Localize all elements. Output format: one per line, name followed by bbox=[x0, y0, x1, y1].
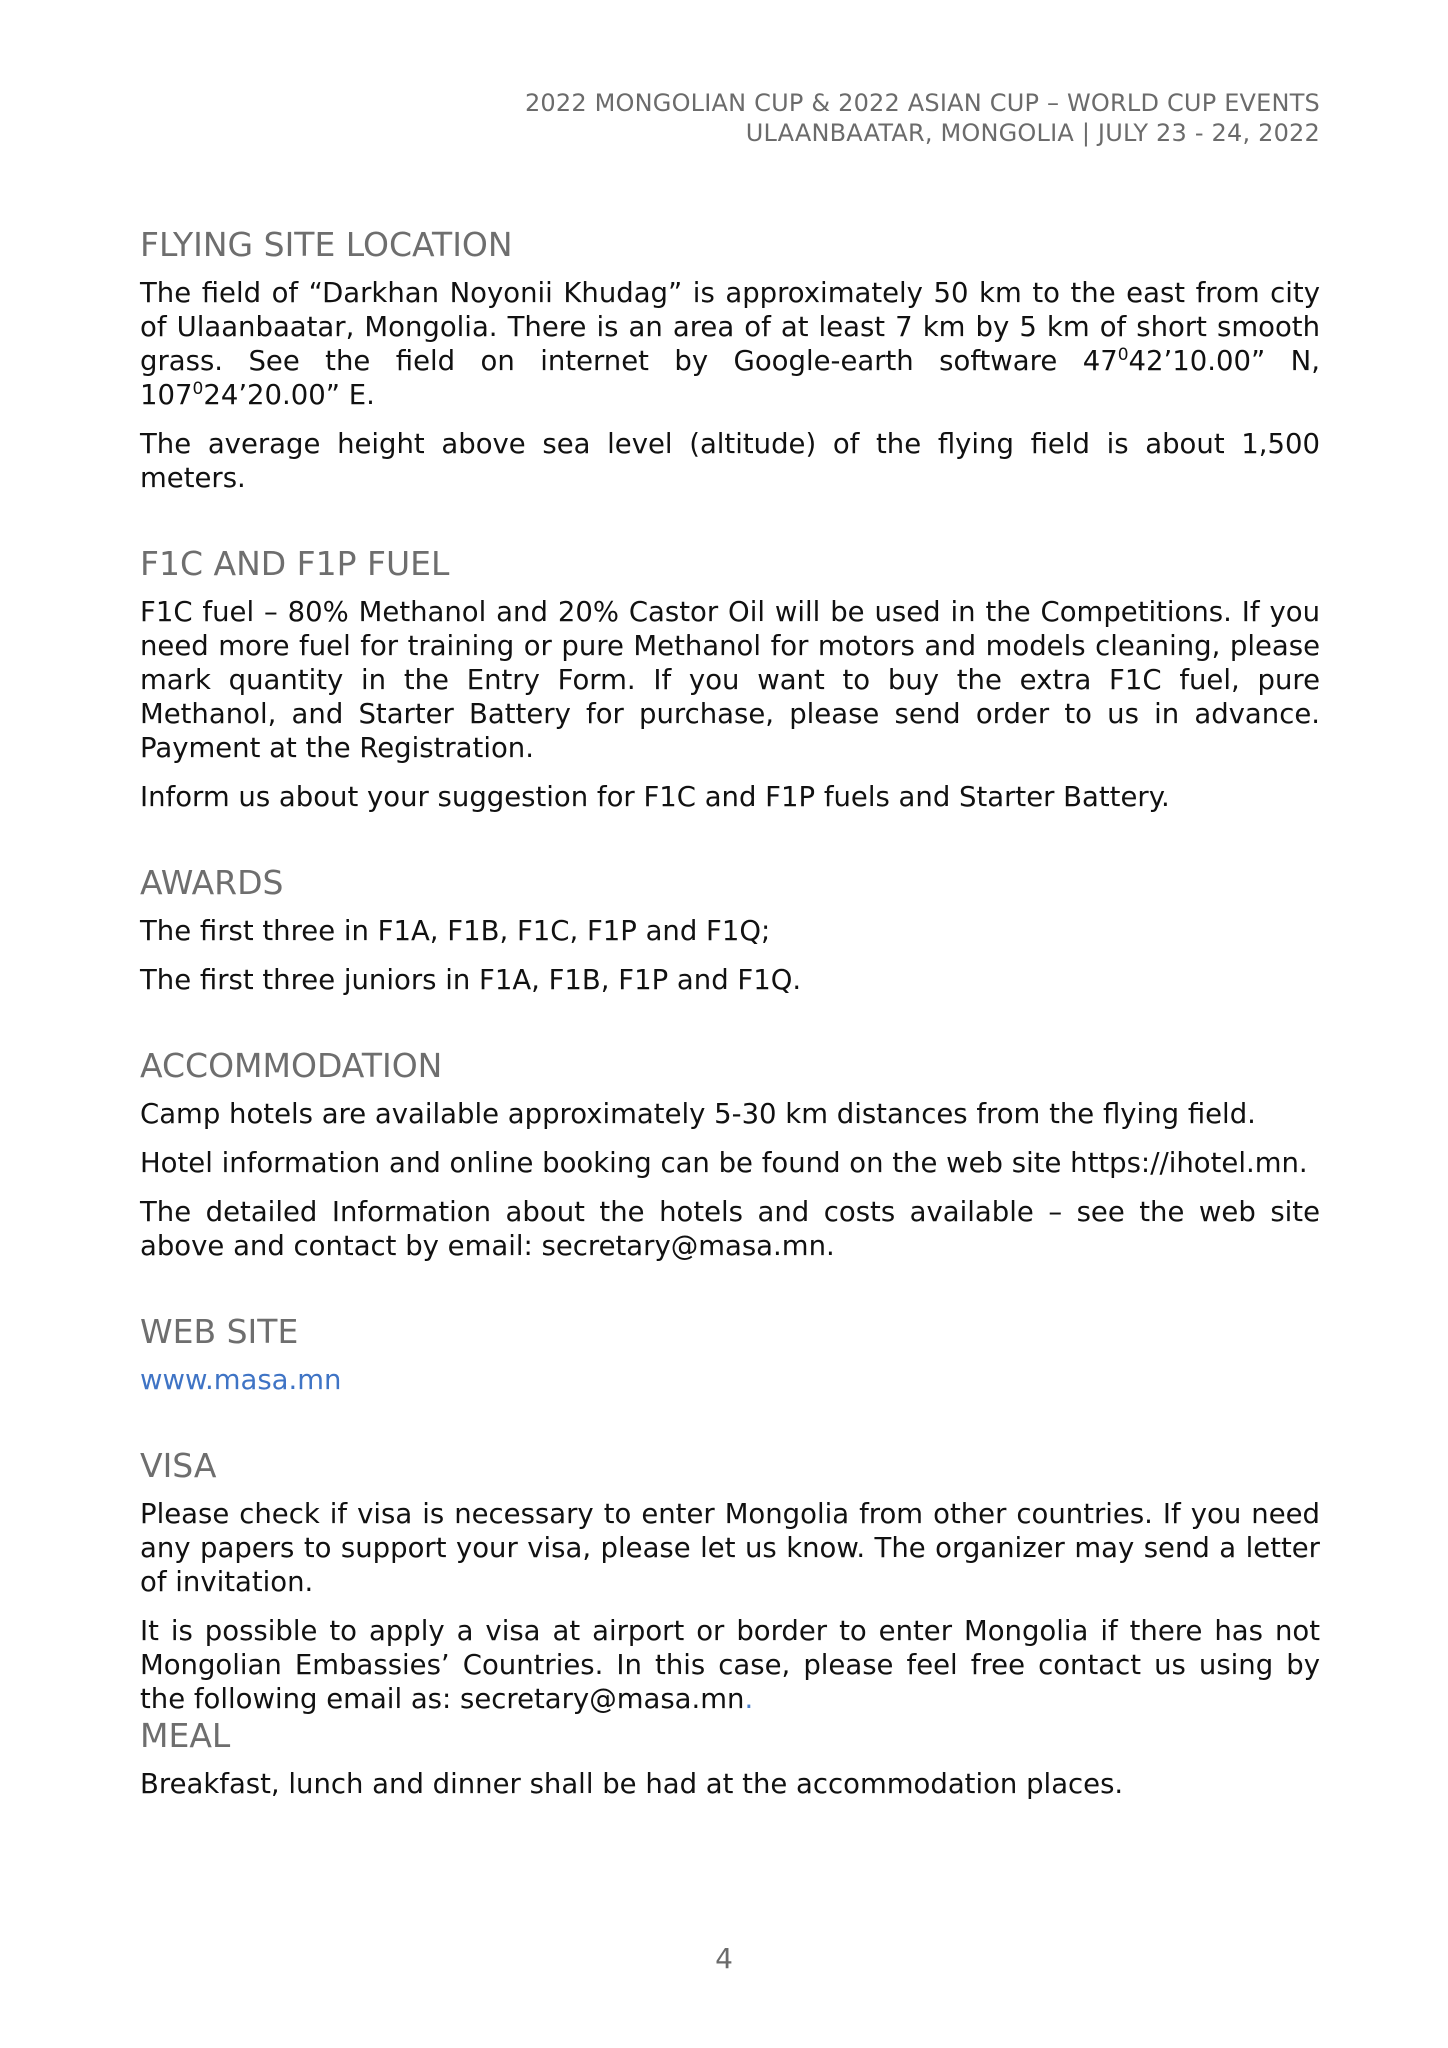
section-title-website: WEB SITE bbox=[140, 1312, 299, 1351]
page-header bbox=[420, 88, 1320, 148]
section-meal bbox=[140, 1716, 1320, 1801]
website-link[interactable]: www.masa.mn bbox=[140, 1364, 342, 1396]
section-awards bbox=[140, 863, 1320, 997]
section-title-fuel: F1C AND F1P FUEL bbox=[140, 544, 450, 583]
section-title-visa: VISA bbox=[140, 1446, 217, 1485]
header-event-title: 2022 MONGOLIAN CUP & 2022 ASIAN CUP – WORLD CUP EVENTS bbox=[524, 89, 1320, 117]
section-title-meal: MEAL bbox=[140, 1716, 231, 1755]
meal-paragraph-1: Breakfast, lunch and dinner shall be had at the accommodation places. bbox=[140, 1768, 1124, 1800]
header-location-date: ULAANBAATAR, MONGOLIA | JULY 23 - 24, 2022 bbox=[745, 119, 1320, 147]
section-flying-site bbox=[140, 225, 1320, 495]
flying-site-paragraph-2: The average height above sea level (altitude) of the flying field is about 1,500 meters. bbox=[140, 428, 1320, 494]
visa-paragraph-1: Please check if visa is necessary to enter Mongolia from other countries. If you need any papers to support your visa, please let us know. The organizer may send a letter of invitation. bbox=[140, 1498, 1320, 1598]
section-title-accommodation: ACCOMMODATION bbox=[140, 1046, 443, 1085]
page-content bbox=[140, 225, 1320, 1816]
accommodation-paragraph-2: Hotel information and online booking can be found on the web site https://ihotel.mn. bbox=[140, 1147, 1308, 1179]
awards-paragraph-1: The first three in F1A, F1B, F1C, F1P and F1Q; bbox=[140, 915, 771, 947]
section-fuel bbox=[140, 544, 1320, 814]
fuel-paragraph-1: F1C fuel – 80% Methanol and 20% Castor Oil will be used in the Competitions. If you need more fuel for training or pure Methanol for motors and models cleaning, please mark quantity in the Entry Form. If you want to buy the extra F1C fuel, pure Methanol, and Starter Battery for purchase, please send order to us in advance. Payment at the Registration. bbox=[140, 596, 1320, 764]
section-accommodation bbox=[140, 1046, 1320, 1263]
flying-site-paragraph-1: The field of “Darkhan Noyonii Khudag” is approximately 50 km to the east from city of Ulaanbaatar, Mongolia. There is an area of at least 7 km by 5 km of short smooth grass. See the field on internet by Google-earth software $47^042’10.00$” N, $107^024’20.00$” E. bbox=[140, 277, 1320, 411]
section-title-flying-site: FLYING SITE LOCATION bbox=[140, 225, 513, 264]
awards-paragraph-2: The first three juniors in F1A, F1B, F1P and F1Q. bbox=[140, 964, 802, 996]
section-visa bbox=[140, 1446, 1320, 1716]
page-number: 4 bbox=[715, 1942, 733, 1975]
visa-paragraph-2: It is possible to apply a visa at airport or border to enter Mongolia if there has not Mongolian Embassies’ Countries. In this case, please feel free contact us using by the following email as: secretary@masa.mn. bbox=[140, 1615, 1320, 1715]
accommodation-paragraph-1: Camp hotels are available approximately 5-30 km distances from the flying field. bbox=[140, 1098, 1256, 1130]
accommodation-paragraph-3: The detailed Information about the hotels and costs available – see the web site above and contact by email: secretary@masa.mn. bbox=[140, 1196, 1320, 1262]
section-title-awards: AWARDS bbox=[140, 863, 284, 902]
fuel-paragraph-2: Inform us about your suggestion for F1C and F1P fuels and Starter Battery. bbox=[140, 781, 1170, 813]
section-website bbox=[140, 1312, 1320, 1397]
